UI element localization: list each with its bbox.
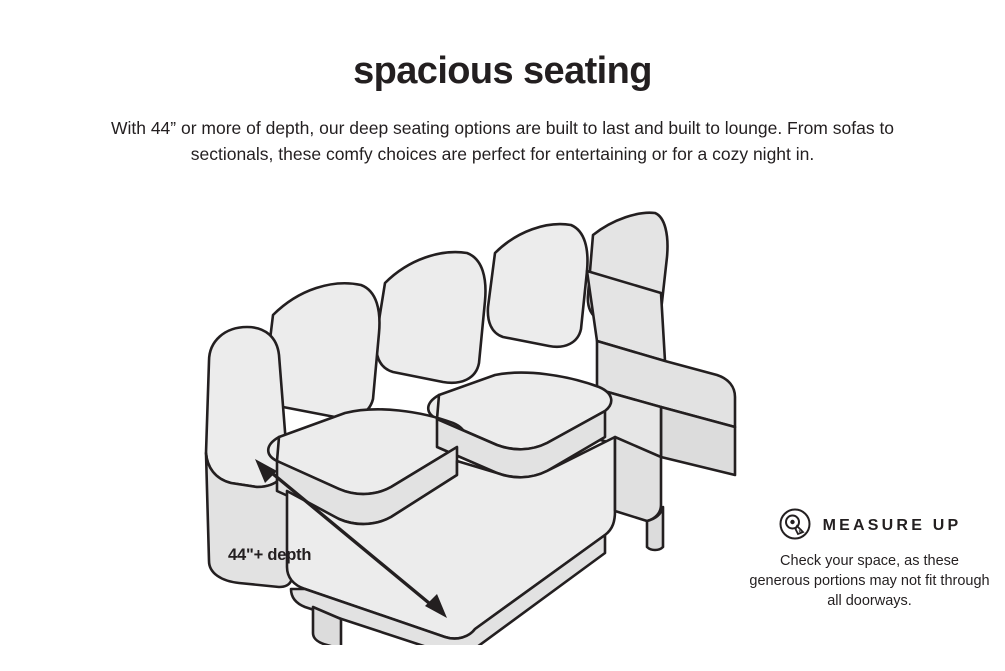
back-cushion-3 [488, 224, 588, 347]
page-title: spacious seating [353, 50, 652, 92]
back-cushion-2 [376, 252, 486, 383]
left-arm-top [206, 327, 287, 487]
measure-up-title: MEASURE UP [822, 517, 962, 534]
sofa-illustration [195, 175, 815, 645]
measure-up-heading [748, 505, 991, 547]
tape-measure-icon [778, 507, 812, 546]
measure-up-block [748, 505, 991, 611]
page-description: With 44” or more of depth, our deep seating options are built to last and built to lounge. From sofas to sectionals, these comfy choices are perfect for entertaining or for a cozy night in. [110, 118, 895, 164]
depth-dimension-label: 44"+ depth [228, 546, 312, 564]
measure-up-note: Check your space, as these generous portions may not fit through all doorways. [749, 553, 990, 609]
